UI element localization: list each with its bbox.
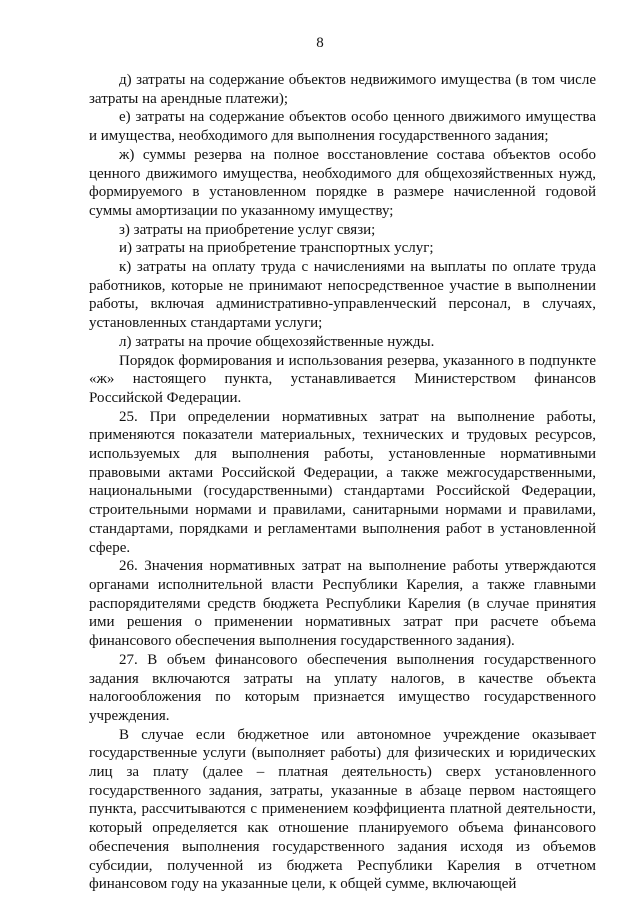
paragraph-item-z: з) затраты на приобретение услуг связи; [119,221,376,238]
paragraph-item-e: е) затраты на содержание объектов особо ценного движимого имущества и имущества, необходимого для выполнения государственного задания; [89,109,596,145]
paragraph-reserve-order: Порядок формирования и использования резерва, указанного в подпункте «ж» настоящего пункта, устанавливается Министерством финансов Российской Федерации. [89,352,596,406]
paragraph-item-i: и) затраты на приобретение транспортных услуг; [119,240,434,257]
paragraph-item-d: д) затраты на содержание объектов недвижимого имущества (в том числе затраты на арендные платежи); [89,72,596,107]
paragraph-26: 26. Значения нормативных затрат на выполнение работы утверждаются органами исполнительной власти Республики Карелия, а также главными распорядителями средств бюджета Республики Карелия (в случае принятия ими решения о применении нормативных затрат при расчете объема финансового обеспечения выполнения государственного задания). [89,558,596,650]
document-body [89,71,596,894]
paragraph-25: 25. При определении нормативных затрат на выполнение работы, применяются показатели материальных, технических и трудовых ресурсов, используемых для выполнения работы, установленные нормативными правовыми актами Российской Федерации, а также межгосударственными, национальными (государственными) стандартами Российской Федерации, строительными нормами и правилами, санитарными нормами и правилами, стандартами, порядками и регламентами выполнения работ в установленной сфере. [89,408,596,556]
paragraph-item-k: к) затраты на оплату труда с начислениями на выплаты по оплате труда работников, которые не принимают непосредственное участие в выполнении работы, включая административно-управленческий персонал, в случаях, установленных стандартами услуги; [89,259,596,332]
paragraph-27-paid-activity: В случае если бюджетное или автономное учреждение оказывает государственные услуги (выполняет работы) для физических и юридических лиц за плату (далее – платная деятельность) сверх установленного государственного задания, затраты, указанные в абзаце первом настоящего пункта, рассчитываются с применением коэффициента платной деятельности, который определяется как отношение планируемого объема финансового обеспечения выполнения государственного задания исходя из объемов субсидии, полученной из бюджета Республики Карелия в отчетном финансовом году на указанные цели, к общей сумме, включающей [89,726,596,893]
page-number: 8 [316,35,324,51]
paragraph-27: 27. В объем финансового обеспечения выполнения государственного задания включаются затраты на уплату налогов, в качестве объекта налогообложения по которым признается имущество государственного учреждения. [89,651,596,724]
paragraph-item-zh: ж) суммы резерва на полное восстановление состава объектов особо ценного движимого имущества, необходимого для общехозяйственных нужд, формируемого в установленном порядке в размере начисленной годовой суммы амортизации по указанному имуществу; [89,146,596,219]
paragraph-item-l: л) затраты на прочие общехозяйственные нужды. [119,333,435,350]
